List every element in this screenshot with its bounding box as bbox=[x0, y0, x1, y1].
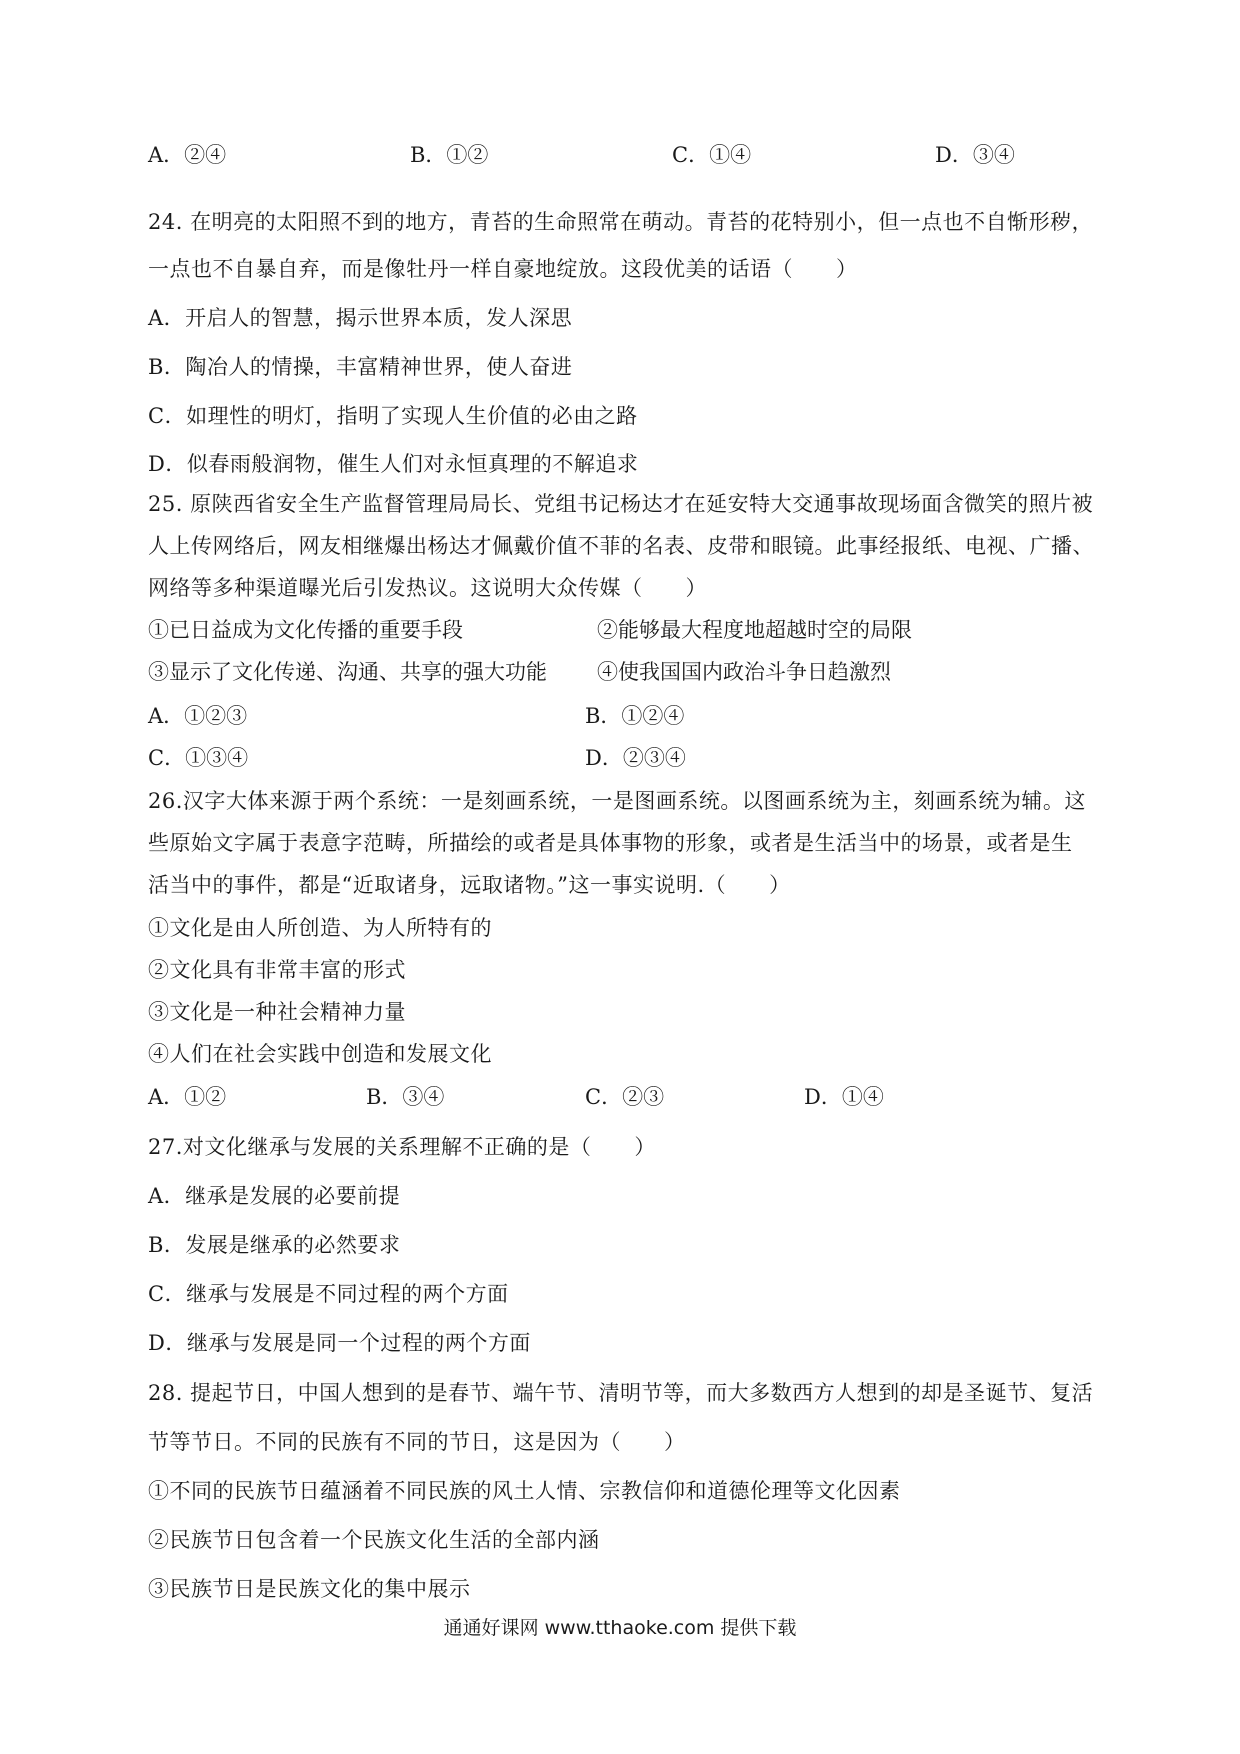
q26-option-b: B．③④ bbox=[366, 1085, 445, 1109]
page-footer: 通通好课网 www.tthaoke.com 提供下载 bbox=[443, 1617, 797, 1639]
q28-stem-line: 28. 提起节日，中国人想到的是春节、端午节、清明节等，而大多数西方人想到的却是圣诞节、复活 bbox=[148, 1381, 1094, 1405]
q26-statement-1: ①文化是由人所创造、为人所特有的 bbox=[148, 916, 492, 940]
q23-option-b: B．①② bbox=[410, 143, 489, 167]
q27-stem: 27.对文化继承与发展的关系理解不正确的是（ ） bbox=[148, 1135, 656, 1159]
q25-stem-line: 网络等多种渠道曝光后引发热议。这说明大众传媒（ ） bbox=[148, 576, 707, 600]
q27-option-c: C．继承与发展是不同过程的两个方面 bbox=[148, 1282, 509, 1306]
q24-option-c: C．如理性的明灯，指明了实现人生价值的必由之路 bbox=[148, 404, 638, 428]
q25-stem-line: 人上传网络后，网友相继爆出杨达才佩戴价值不菲的名表、皮带和眼镜。此事经报纸、电视、广播、 bbox=[148, 534, 1094, 558]
q26-statement-2: ②文化具有非常丰富的形式 bbox=[148, 958, 406, 982]
q23-option-d: D．③④ bbox=[935, 143, 1015, 167]
q25-statement-1: ①已日益成为文化传播的重要手段 bbox=[148, 618, 463, 642]
q26-option-a: A．①② bbox=[148, 1085, 227, 1109]
q27-option-a: A．继承是发展的必要前提 bbox=[148, 1184, 401, 1208]
q26-statement-4: ④人们在社会实践中创造和发展文化 bbox=[148, 1042, 492, 1066]
q24-option-a: A．开启人的智慧，揭示世界本质，发人深思 bbox=[148, 306, 573, 330]
q24-stem-line: 24. 在明亮的太阳照不到的地方，青苔的生命照常在萌动。青苔的花特别小，但一点也不自惭形秽， bbox=[148, 210, 1094, 234]
q24-option-b: B．陶冶人的情操，丰富精神世界，使人奋进 bbox=[148, 355, 573, 379]
q23-option-c: C．①④ bbox=[672, 143, 752, 167]
q26-option-c: C．②③ bbox=[585, 1085, 665, 1109]
q28-statement-2: ②民族节日包含着一个民族文化生活的全部内涵 bbox=[148, 1528, 600, 1552]
q26-statement-3: ③文化是一种社会精神力量 bbox=[148, 1000, 406, 1024]
q26-stem-line: 26.汉字大体来源于两个系统：一是刻画系统，一是图画系统。以图画系统为主，刻画系统为辅。这 bbox=[148, 789, 1086, 813]
q26-stem-line: 活当中的事件，都是“近取诸身，远取诸物。”这一事实说明.（ ） bbox=[148, 873, 791, 897]
q28-statement-3: ③民族节日是民族文化的集中展示 bbox=[148, 1577, 471, 1601]
q27-option-b: B．发展是继承的必然要求 bbox=[148, 1233, 401, 1257]
q25-option-c: C．①③④ bbox=[148, 746, 249, 770]
q25-statement-2: ②能够最大程度地超越时空的局限 bbox=[597, 618, 912, 642]
q28-statement-1: ①不同的民族节日蕴涵着不同民族的风土人情、宗教信仰和道德伦理等文化因素 bbox=[148, 1479, 901, 1503]
q25-option-a: A．①②③ bbox=[148, 704, 248, 728]
q24-stem-line: 一点也不自暴自弃，而是像牡丹一样自豪地绽放。这段优美的话语（ ） bbox=[148, 257, 858, 281]
q25-stem-line: 25. 原陕西省安全生产监督管理局局长、党组书记杨达才在延安特大交通事故现场面含微笑的照片被 bbox=[148, 492, 1094, 516]
q23-option-a: A．②④ bbox=[148, 143, 227, 167]
q25-statement-4: ④使我国国内政治斗争日趋激烈 bbox=[597, 660, 891, 684]
q27-option-d: D．继承与发展是同一个过程的两个方面 bbox=[148, 1331, 531, 1355]
q26-stem-line: 些原始文字属于表意字范畴，所描绘的或者是具体事物的形象，或者是生活当中的场景，或者是生 bbox=[148, 831, 1073, 855]
q25-option-b: B．①②④ bbox=[585, 704, 685, 728]
q25-statement-3: ③显示了文化传递、沟通、共享的强大功能 bbox=[148, 660, 547, 684]
q24-option-d: D．似春雨般润物，催生人们对永恒真理的不解追求 bbox=[148, 452, 639, 476]
q26-option-d: D．①④ bbox=[804, 1085, 884, 1109]
q25-option-d: D．②③④ bbox=[585, 746, 686, 770]
q28-stem-line: 节等节日。不同的民族有不同的节日，这是因为（ ） bbox=[148, 1430, 686, 1454]
